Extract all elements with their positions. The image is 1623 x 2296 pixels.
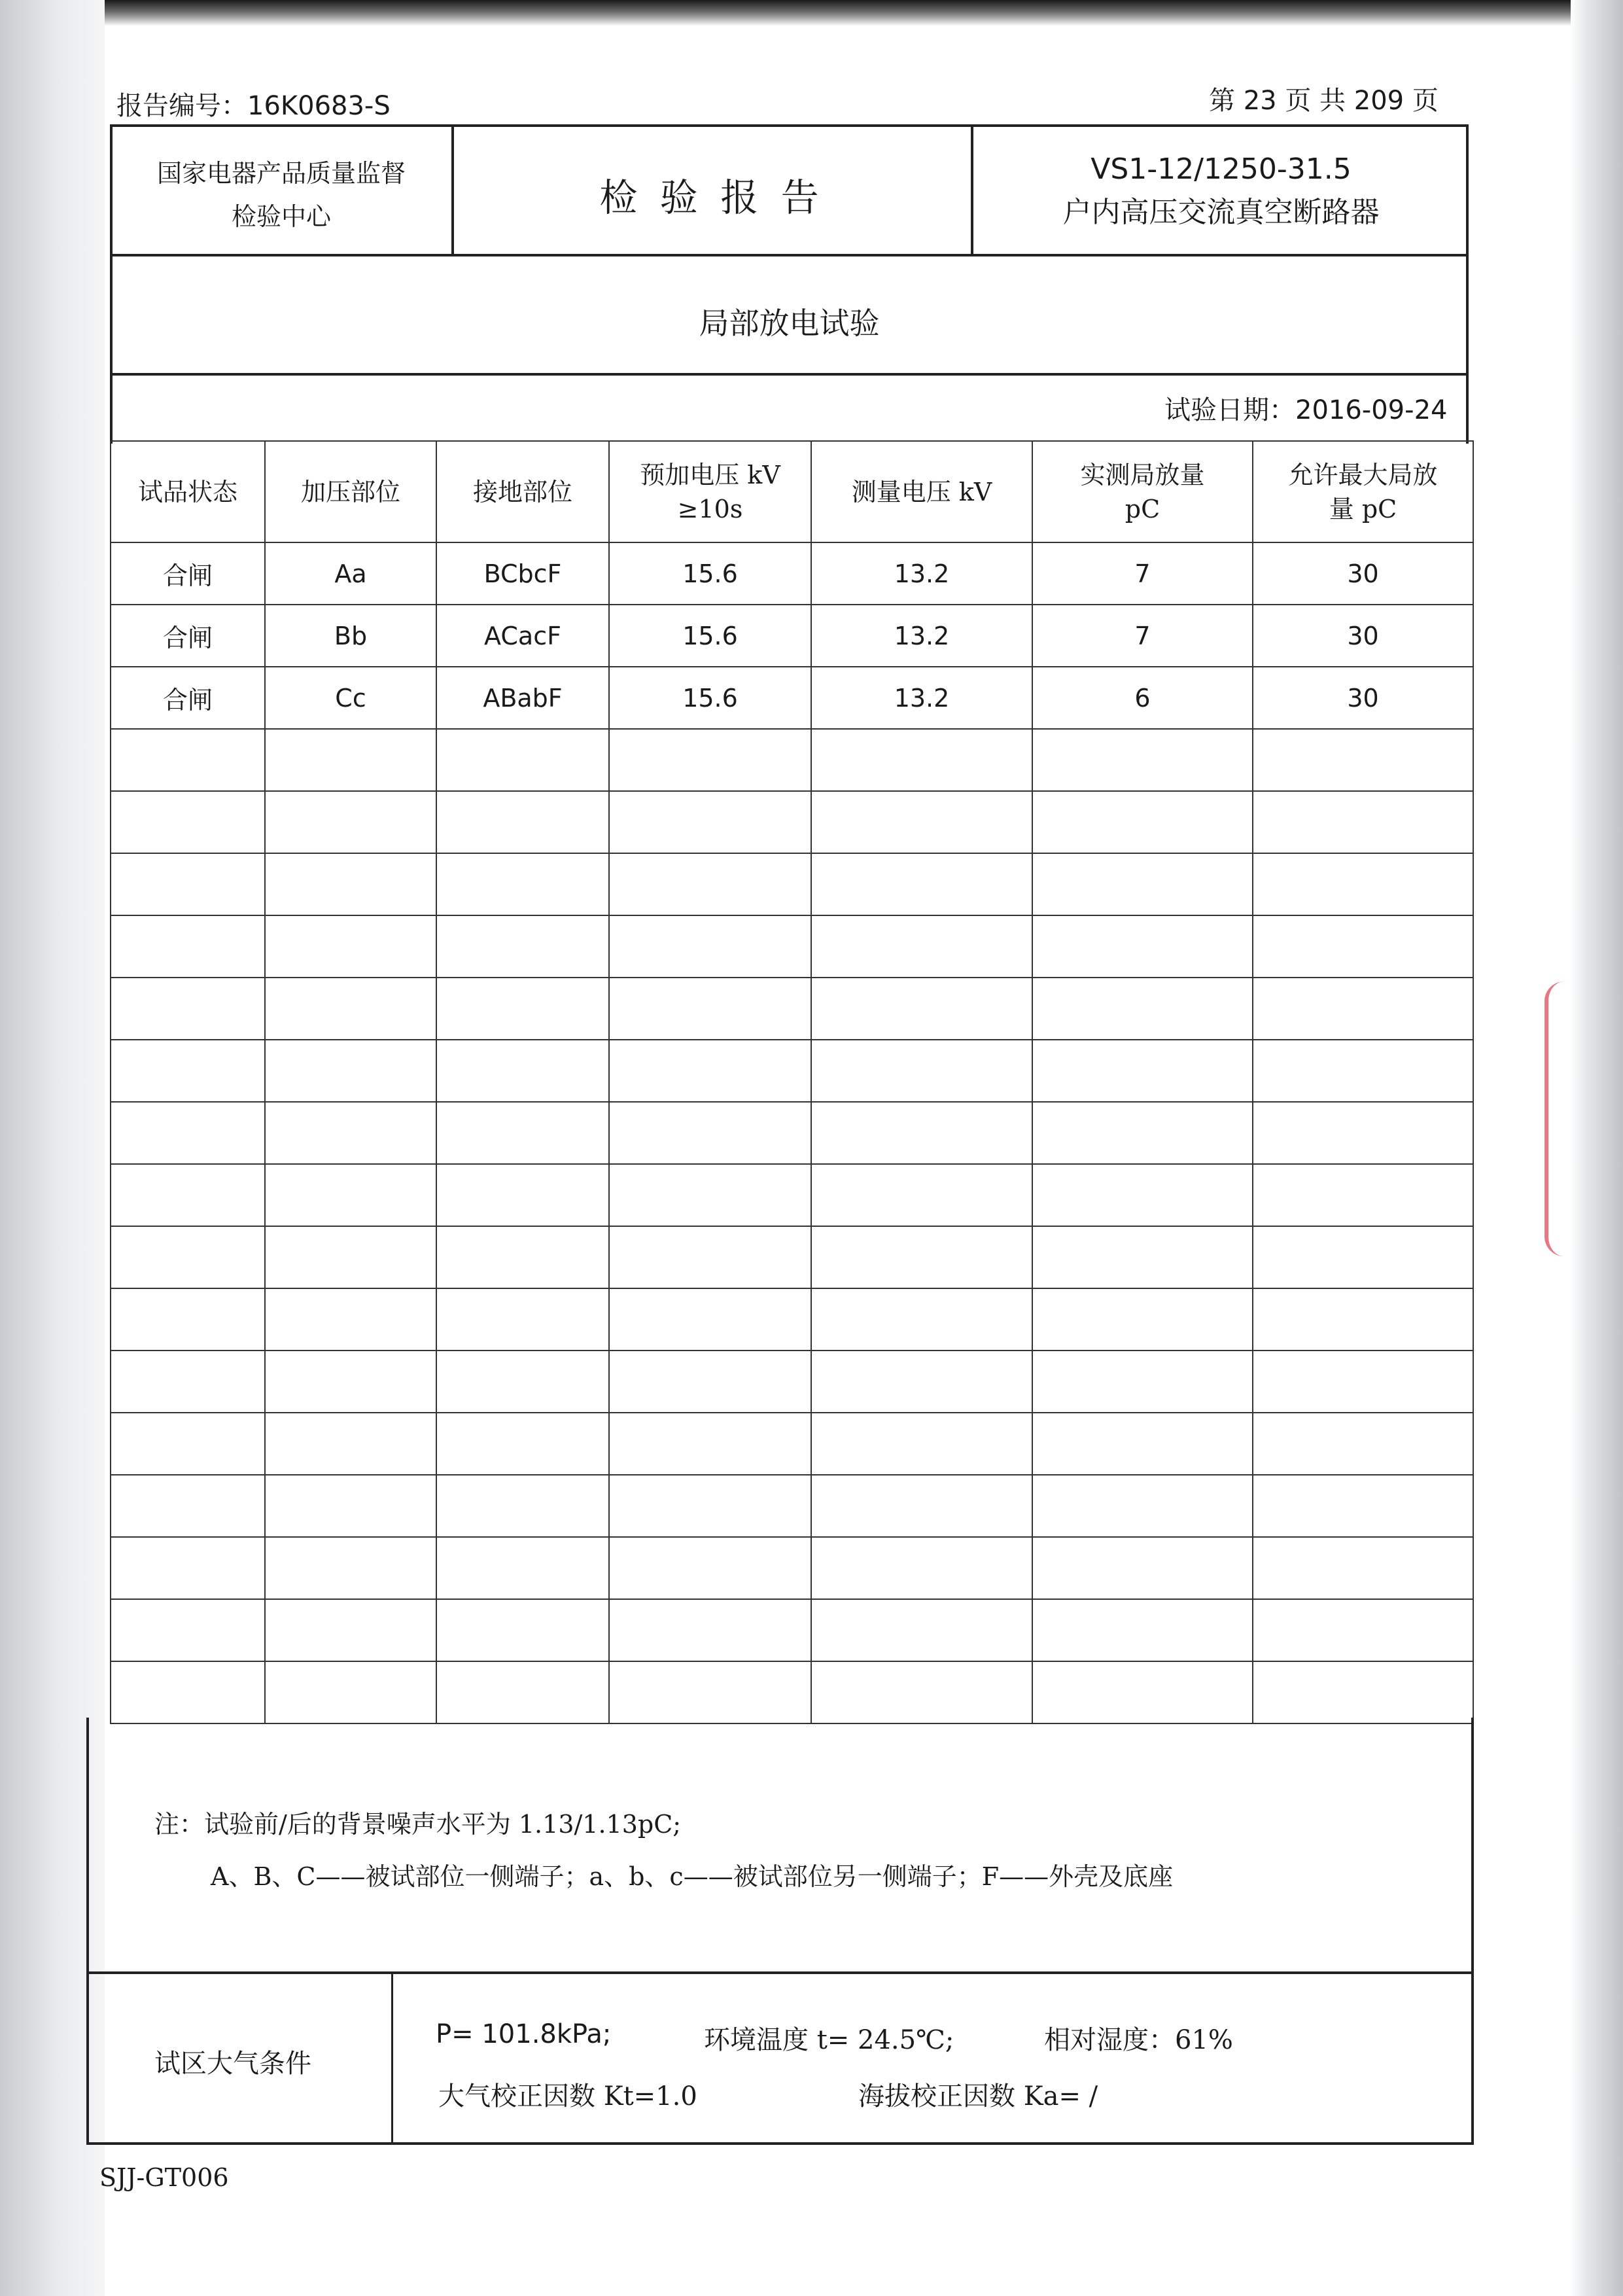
cell-applied: Aa [265,542,436,605]
temperature-value: 环境温度 t= 24.5℃; [704,2025,954,2055]
table-row-empty [111,853,1473,915]
doc-title: 检 验 报 告 [599,175,824,220]
cell-measure-voltage: 13.2 [811,667,1032,729]
col-header-grounded [436,441,609,542]
table-header-row [111,441,1473,542]
cell-allowed-pd: 30 [1253,542,1473,605]
col-header-measure-voltage [811,441,1032,542]
table-row-empty [111,1040,1473,1102]
page-label-suffix: 页 [1412,86,1439,116]
cell-prestress: 15.6 [609,605,811,667]
header-text: 接地部位 [472,477,572,506]
table-row [111,667,1473,729]
cell-applied: Cc [265,667,436,729]
org-name [113,152,450,238]
cell-state: 合闸 [111,542,265,605]
header-text: ≥10s [677,494,743,523]
red-seal-stamp-edge [1544,981,1568,1256]
header-text: 实测局放量 [1080,460,1205,489]
table-row-empty [111,1102,1473,1164]
product-model: VS1-12/1250-31.5 [1091,152,1352,186]
product-info [973,148,1469,234]
report-number-value: 16K0683-S [247,91,391,121]
header-text: pC [1125,494,1161,523]
test-date-value: 2016-09-24 [1295,395,1448,425]
test-date-label: 试验日期： [1164,395,1295,425]
ka-value: 海拔校正因数 Ka= / [858,2081,1098,2111]
report-number [116,85,391,122]
atmosphere-label: 试区大气条件 [154,2049,311,2079]
table-row-empty [111,1164,1473,1226]
table-row-empty [111,1351,1473,1413]
cell-measured-pd: 7 [1032,542,1253,605]
table-row-empty [111,791,1473,853]
table-row-empty [111,915,1473,978]
form-code: SJJ-GT006 [99,2163,229,2192]
cell-grounded: BCbcF [436,542,609,605]
table-row-empty [111,729,1473,791]
product-name: 户内高压交流真空断路器 [1062,196,1380,229]
table-row-empty [111,978,1473,1040]
table-row-empty [111,1226,1473,1288]
cell-prestress: 15.6 [609,667,811,729]
col-header-prestress-voltage [609,441,811,542]
header-text: 加压部位 [300,477,400,506]
page-indicator [1209,80,1439,117]
section-divider [110,373,1469,376]
notes-frame [86,1718,1474,1974]
table-row-empty [111,1475,1473,1537]
table-row-empty [111,1288,1473,1351]
page-total: 209 [1353,86,1405,116]
table-row-empty [111,1413,1473,1475]
pressure-value: P= 101.8kPa; [436,2019,612,2049]
cell-state: 合闸 [111,605,265,667]
header-text: 测量电压 kV [851,477,992,506]
report-number-label: 报告编号： [116,91,247,121]
cell-grounded: ABabF [436,667,609,729]
partial-discharge-table [110,440,1474,1724]
cell-grounded: ACacF [436,605,609,667]
table-row-empty [111,1599,1473,1661]
header-text: 试品状态 [137,477,237,506]
cell-measure-voltage: 13.2 [811,542,1032,605]
note-terminal-legend: A、B、C——被试部位一侧端子；a、b、c——被试部位另一侧端子；F——外壳及底座 [211,1862,1174,1891]
header-text: 允许最大局放 [1288,460,1438,489]
header-text: 量 pC [1329,494,1397,523]
section-title: 局部放电试验 [699,306,880,341]
cell-applied: Bb [265,605,436,667]
table-row [111,542,1473,605]
header-text: 预加电压 kV [640,460,780,489]
table-row-empty [111,1661,1473,1723]
col-header-sample-state [111,441,265,542]
atmosphere-divider [391,1971,393,2145]
top-edge-shadow [105,0,1571,26]
cell-measured-pd: 6 [1032,667,1253,729]
cell-prestress: 15.6 [609,542,811,605]
table-row [111,605,1473,667]
cell-allowed-pd: 30 [1253,667,1473,729]
org-name-line1: 国家电器产品质量监督 [156,159,406,188]
col-header-allowed-pd [1253,441,1473,542]
cell-measured-pd: 7 [1032,605,1253,667]
cell-allowed-pd: 30 [1253,605,1473,667]
kt-value: 大气校正因数 Kt=1.0 [438,2081,697,2111]
note-background-noise: 注：试验前/后的背景噪声水平为 1.13/1.13pC; [154,1810,682,1839]
cell-measure-voltage: 13.2 [811,605,1032,667]
page-label-mid: 页 共 [1285,86,1346,116]
page-edge-shadow [1571,0,1623,2296]
org-name-line2: 检验中心 [231,202,331,231]
page-current: 23 [1243,86,1277,116]
col-header-measured-pd [1032,441,1253,542]
col-header-voltage-applied [265,441,436,542]
test-date [1164,389,1447,427]
humidity-value: 相对湿度：61% [1044,2025,1233,2055]
page-label-prefix: 第 [1209,86,1235,116]
table-row-empty [111,1537,1473,1599]
cell-state: 合闸 [111,667,265,729]
